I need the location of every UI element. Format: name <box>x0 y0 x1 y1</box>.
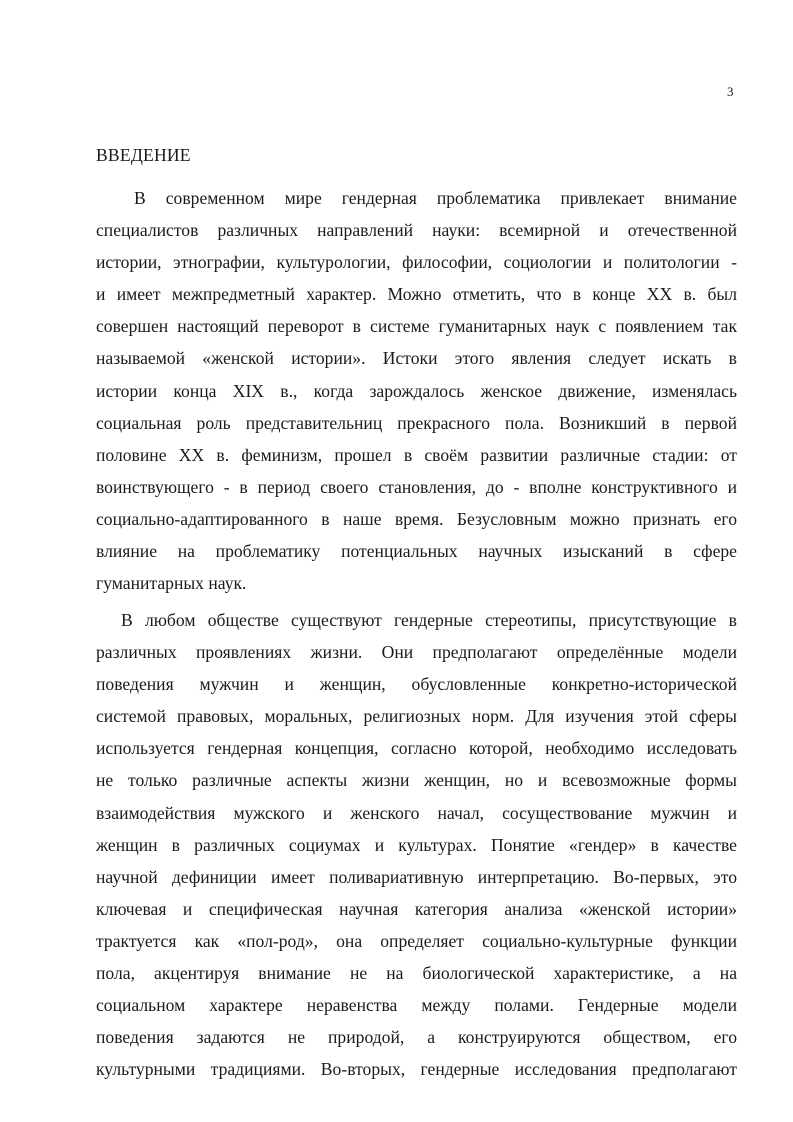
text-line: пола, акцентируя внимание не на биологической характеристике, а на <box>96 963 737 984</box>
page-number: 3 <box>727 84 734 99</box>
section-heading: ВВЕДЕНИЕ <box>96 145 191 165</box>
text-line: гуманитарных наук. <box>96 573 247 594</box>
text-line: культурными традициями. Во-вторых, гендерные исследования предполагают <box>96 1059 737 1080</box>
text-line: ключевая и специфическая научная категория анализа «женской истории» <box>96 898 737 919</box>
text-line: влияние на проблематику потенциальных научных изысканий в сфере <box>96 541 737 562</box>
text-line: научной дефиниции имеет поливариативную интерпретацию. Во-первых, это <box>96 866 737 887</box>
text-line: истории конца XIX в., когда зарождалось женское движение, изменялась <box>96 380 737 401</box>
text-line: социальная роль представительниц прекрасного пола. Возникший в первой <box>96 412 737 433</box>
text-line: называемой «женской истории». Истоки этого явления следует искать в <box>96 348 737 369</box>
text-line: и имеет межпредметный характер. Можно отметить, что в конце XX в. был <box>96 284 737 305</box>
text-line: женщин в различных социумах и культурах. Понятие «гендер» в качестве <box>96 834 737 855</box>
text-line: социально-адаптированного в наше время. Безусловным можно признать его <box>96 508 737 529</box>
text-line: системой правовых, моральных, религиозных норм. Для изучения этой сферы <box>96 706 737 727</box>
text-line: различных проявлениях жизни. Они предполагают определённые модели <box>96 642 737 663</box>
text-line: поведения задаются не природой, а конструируются обществом, его <box>96 1027 737 1048</box>
text-line: социальном характере неравенства между полами. Гендерные модели <box>96 995 737 1016</box>
text-line: истории, этнографии, культурологии, философии, социологии и политологии - <box>96 252 737 273</box>
text-line: половине XX в. феминизм, прошел в своём развитии различные стадии: от <box>96 444 737 465</box>
paragraph-2 <box>96 604 737 1085</box>
text-line: специалистов различных направлений науки: всемирной и отечественной <box>96 220 737 241</box>
text-line: В любом обществе существуют гендерные стереотипы, присутствующие в <box>121 610 737 630</box>
text-line: не только различные аспекты жизни женщин, но и всевозможные формы <box>96 770 737 791</box>
text-line: совершен настоящий переворот в системе гуманитарных наук с появлением так <box>96 316 737 337</box>
text-line: В современном мире гендерная проблематика привлекает внимание <box>134 188 737 208</box>
text-line: взаимодействия мужского и женского начал, сосуществование мужчин и <box>96 802 737 823</box>
text-line: используется гендерная концепция, согласно которой, необходимо исследовать <box>96 738 737 759</box>
paragraph-1 <box>96 182 737 599</box>
text-line: трактуется как «пол-род», она определяет социально-культурные функции <box>96 930 737 951</box>
text-line: воинствующего - в период своего становления, до - вполне конструктивного и <box>96 476 737 497</box>
text-line: поведения мужчин и женщин, обусловленные конкретно-исторической <box>96 674 737 695</box>
